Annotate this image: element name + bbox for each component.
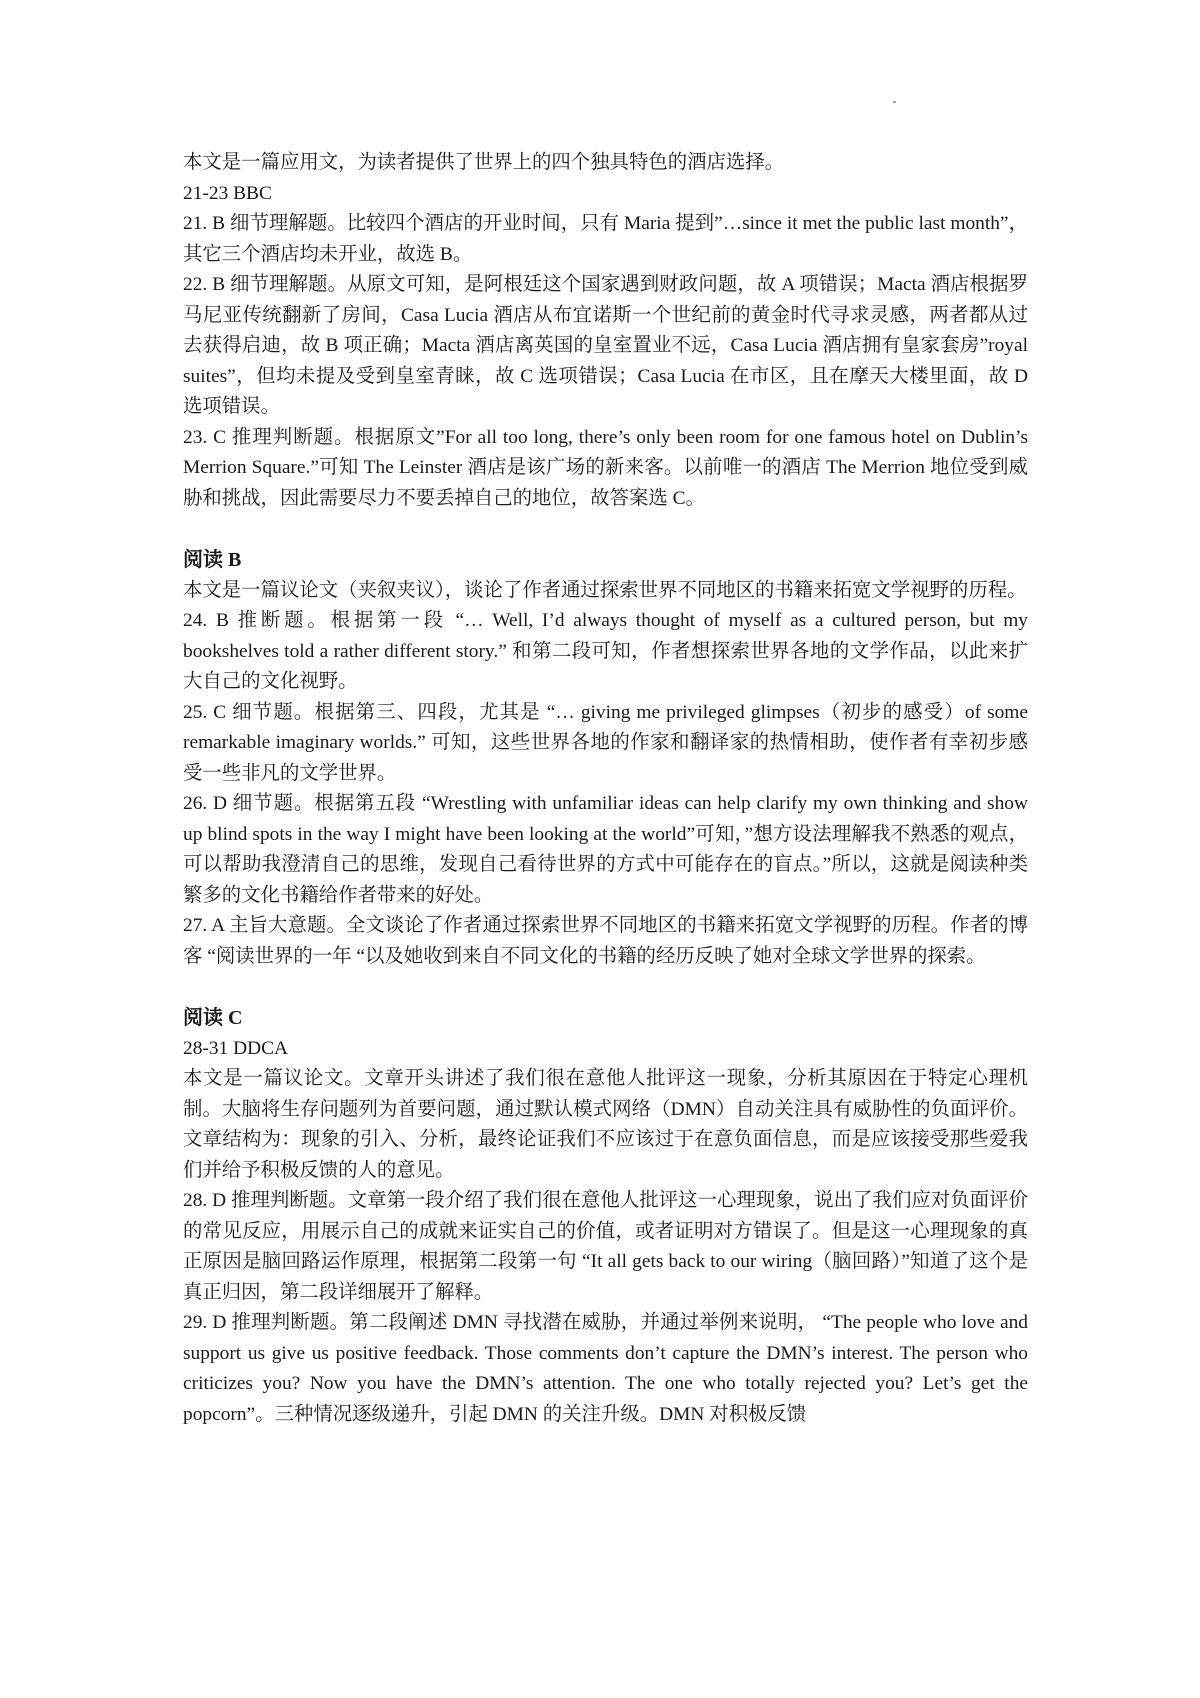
section-c-answers: 28-31 DDCA [183,1037,289,1059]
section-gap [183,514,1028,545]
section-b-intro: 本文是一篇议论文（夹叙夹议），谈论了作者通过探索世界不同地区的书籍来拓宽文学视野的历程。 [183,579,1027,601]
answer-item-22: 22. B 细节理解题。从原文可知，是阿根廷这个国家遇到财政问题，故 A 项错误；Macta 酒店根据罗马尼亚传统翻新了房间，Casa Lucia 酒店从布宜诺斯一个世纪前的黄金时代寻求灵感，两者都从过去获得启迪，故 B 项正确；Macta 酒店离英国的皇室置业不远，Casa Lucia 酒店拥有皇家套房”royal suites”，但均未提及受到皇室青睐，故 C 选项错误；Casa Lucia 在市区，且在摩天大楼里面，故 D 选项错误。 [183,274,1028,417]
answer-item-26: 26. D 细节题。根据第五段 “Wrestling with unfamiliar ideas can help clarify my own thinking and show up blind spots in the way I might have been looking at the world”可知，”想方设法理解我不熟悉的观点，可以帮助我澄清自己的思维，发现自己看待世界的方式中可能存在的盲点。”所以，这就是阅读种类繁多的文化书籍给作者带来的好处。 [183,793,1028,906]
section-gap [183,972,1028,1003]
answer-item-28: 28. D 推理判断题。文章第一段介绍了我们很在意他人批评这一心理现象，说出了我们应对负面评价的常见反应，用展示自己的成就来证实自己的价值，或者证明对方错误了。但是这一心理现象的真正原因是脑回路运作原理，根据第二段第一句 “It all gets back to our wiring（脑回路）”知道了这个是真正归因，第二段详细展开了解释。 [183,1190,1028,1303]
section-c-heading: 阅读 C [183,1007,243,1029]
answer-key-content [183,148,1028,1430]
answer-item-21: 21. B 细节理解题。比较四个酒店的开业时间，只有 Maria 提到”…since it met the public last month”，其它三个酒店均未开业，故选 B。 [183,213,1028,265]
section-a-answers: 21-23 BBC [183,182,272,204]
section-a-intro: 本文是一篇应用文，为读者提供了世界上的四个独具特色的酒店选择。 [183,152,785,173]
scan-speck [893,101,896,103]
answer-item-29: 29. D 推理判断题。第二段阐述 DMN 寻找潜在威胁，并通过举例来说明， “The people who love and support us give us positive feedback. Those comments don’t capture the DMN’s interest. The person who criticizes you? Now you have the DMN’s attention. The one who totally rejected you? Let’s get the popcorn”。三种情况逐级递升，引起 DMN 的关注升级。DMN 对积极反馈 [183,1312,1028,1425]
section-c-intro: 本文是一篇议论文。文章开头讲述了我们很在意他人批评这一现象，分析其原因在于特定心理机制。大脑将生存问题列为首要问题，通过默认模式网络（DMN）自动关注具有威胁性的负面评价。文章结构为：现象的引入、分析，最终论证我们不应该过于在意负面信息，而是应该接受那些爱我们并给予积极反馈的人的意见。 [183,1068,1028,1181]
answer-item-27: 27. A 主旨大意题。全文谈论了作者通过探索世界不同地区的书籍来拓宽文学视野的历程。作者的博客 “阅读世界的一年 “以及她收到来自不同文化的书籍的经历反映了她对全球文学世界的探索。 [183,915,1028,967]
answer-item-23: 23. C 推理判断题。根据原文”For all too long, there’s only been room for one famous hotel on Dublin’s Merrion Square.”可知 The Leinster 酒店是该广场的新来客。以前唯一的酒店 The Merrion 地位受到威胁和挑战，因此需要尽力不要丢掉自己的地位，故答案选 C。 [183,426,1028,509]
section-b-heading: 阅读 B [183,549,242,571]
answer-item-25: 25. C 细节题。根据第三、四段，尤其是 “… giving me privileged glimpses（初步的感受）of some remarkable imaginary worlds.” 可知，这些世界各地的作家和翻译家的热情相助，使作者有幸初步感受一些非凡的文学世界。 [183,701,1028,784]
answer-item-24: 24. B 推断题。根据第一段 “… Well, I’d always thought of myself as a cultured person, but my bookshelves told a rather different story.” 和第二段可知，作者想探索世界各地的文学作品，以此来扩大自己的文化视野。 [183,610,1028,692]
